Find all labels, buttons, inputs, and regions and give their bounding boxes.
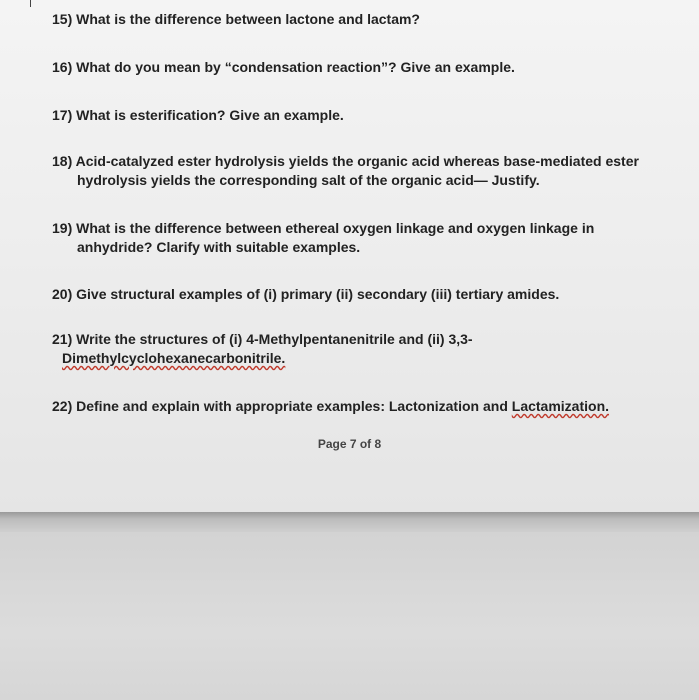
question-18-line-2: hydrolysis yields the corresponding salt of the organic acid— Justify. (77, 172, 540, 188)
question-21 (52, 330, 652, 368)
question-17-text: 17) What is esterification? Give an example. (52, 107, 344, 123)
text-cursor-mark (30, 0, 31, 7)
question-15 (52, 10, 652, 29)
spellcheck-underlined-word: Lactamization. (511, 398, 610, 414)
question-20 (52, 285, 652, 304)
question-17 (52, 106, 652, 125)
spellcheck-underlined-word: Dimethylcyclohexanecarbonitrile. (62, 350, 286, 366)
question-20-text: 20) Give structural examples of (i) primary (ii) secondary (iii) tertiary amides. (52, 286, 560, 302)
question-21-line-2 (52, 349, 652, 368)
question-18 (52, 152, 652, 190)
question-19-line-1: 19) What is the difference between ethereal oxygen linkage and oxygen linkage in (52, 220, 595, 236)
question-19 (52, 219, 652, 257)
desk-surface (0, 532, 699, 700)
question-16 (52, 58, 652, 77)
page-number: Page 7 of 8 (317, 437, 382, 451)
question-21-line-1: 21) Write the structures of (i) 4-Methylpentanenitrile and (ii) 3,3- (52, 331, 473, 347)
question-18-line-1: 18) Acid-catalyzed ester hydrolysis yields the organic acid whereas base-mediated ester (52, 153, 639, 169)
question-19-line-2: anhydride? Clarify with suitable examples. (77, 239, 361, 255)
question-15-text: 15) What is the difference between lactone and lactam? (52, 11, 420, 27)
paper-edge-shadow (0, 512, 699, 532)
question-16-text: 16) What do you mean by “condensation reaction”? Give an example. (52, 59, 515, 75)
question-22-text: 22) Define and explain with appropriate examples: Lactonization and (52, 398, 512, 414)
question-22 (52, 397, 652, 416)
